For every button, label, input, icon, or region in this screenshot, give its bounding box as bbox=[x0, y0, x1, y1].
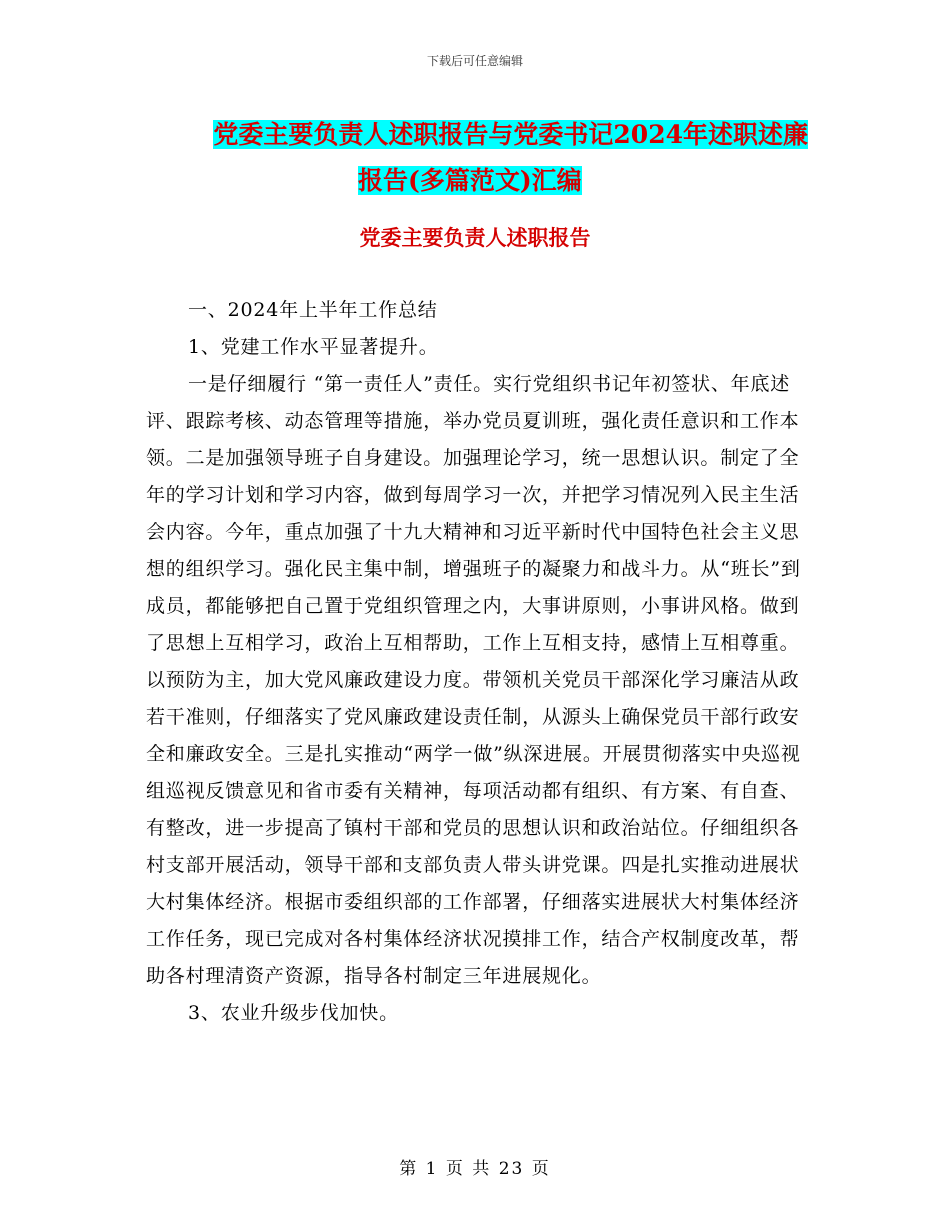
paragraph-body: 一是仔细履行 “第一责任人”责任。实行党组织书记年初签状、年底述评、跟踪考核、动态管理等措施，举办党员夏训班，强化责任意识和工作本领。二是加强领导班子自身建设。加强理论学习，统一思想认识。制定了全年的学习计划和学习内容，做到每周学习一次，并把学习情况列入民主生活会内容。今年，重点加强了十九大精神和习近平新时代中国特色社会主义思想的组织学习。强化民主集中制，增强班子的凝聚力和战斗力。从“班长”到成员，都能够把自己置于党组织管理之内，大事讲原则，小事讲风格。做到了思想上互相学习，政治上互相帮助，工作上互相支持，感情上互相尊重。以预防为主，加大党风廉政建设力度。带领机关党员干部深化学习廉洁从政若干准则，仔细落实了党风廉政建设责任制，从源头上确保党员干部行政安全和廉政安全。三是扎实推动“两学一做”纵深进展。开展贯彻落实中央巡视组巡视反馈意见和省市委有关精神，每项活动都有组织、有方案、有自查、有整改，进一步提高了镇村干部和党员的思想认识和政治站位。仔细组织各村支部开展活动，领导干部和支部负责人带头讲党课。四是扎实推动进展状大村集体经济。根据市委组织部的工作部署，仔细落实进展状大村集体经济工作任务，现已完成对各村集体经济状况摸排工作，结合产权制度改革，帮助各村理清资产资源，指导各村制定三年进展规化。 bbox=[146, 373, 801, 987]
page-footer: 第 1 页 共 23 页 bbox=[399, 1159, 551, 1179]
document-body bbox=[146, 292, 806, 1032]
title-highlight-1: 党委主要负责人述职报告与党委书记2024年述职述廉 bbox=[213, 120, 808, 149]
paragraph-heading-3: 3、农业升级步伐加快。 bbox=[188, 1002, 399, 1024]
document-title-line-2 bbox=[146, 158, 816, 204]
document-title bbox=[146, 112, 816, 204]
title-highlight-2: 报告(多篇范文)汇编 bbox=[358, 166, 582, 195]
document-title-line-1 bbox=[146, 112, 816, 158]
section-title: 党委主要负责人述职报告 bbox=[359, 225, 591, 250]
paragraph-heading-1: 一、2024年上半年工作总结 bbox=[188, 299, 438, 321]
paragraph-heading-2: 1、党建工作水平显著提升。 bbox=[188, 336, 439, 358]
header-note: 下载后可任意编辑 bbox=[426, 54, 523, 68]
